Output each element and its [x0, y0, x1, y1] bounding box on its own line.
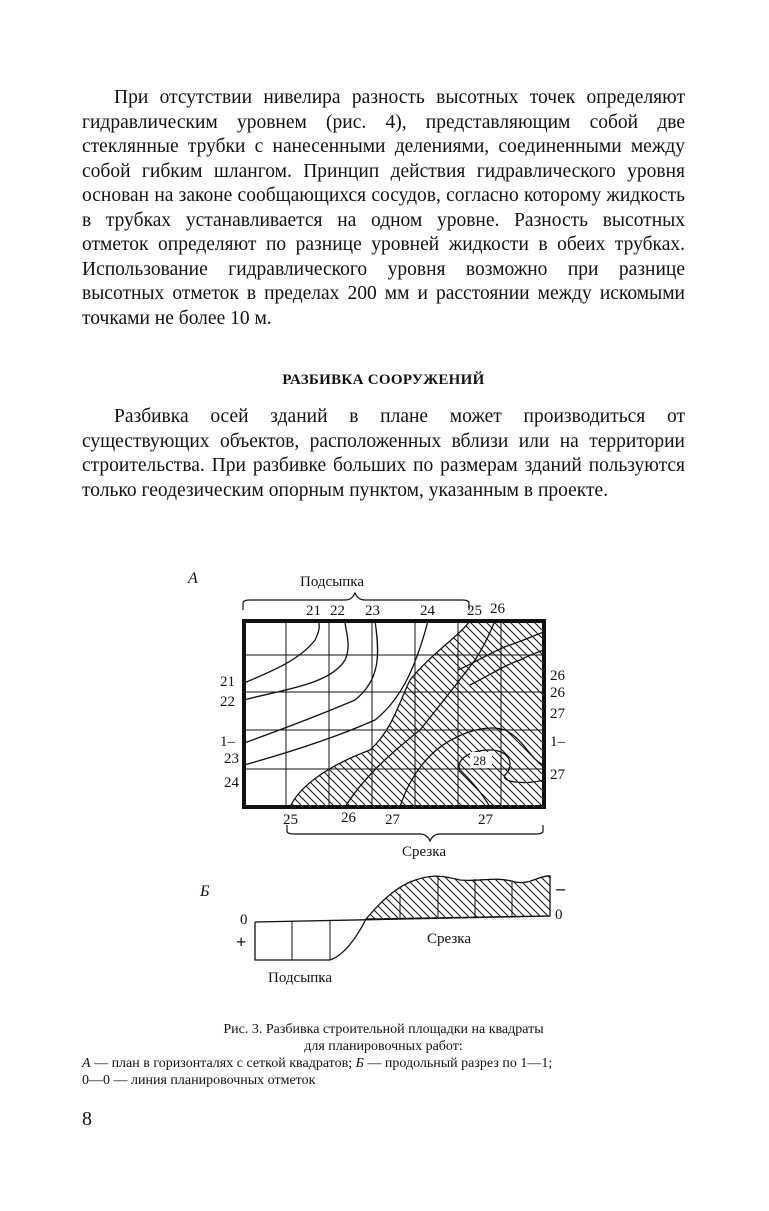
bottom-contour-label: 27: [478, 812, 493, 828]
caption-legend-b: — продольный разрез по 1—1;: [363, 1056, 553, 1071]
caption-legend-a: — план в горизонталях с сеткой квадратов;: [90, 1056, 356, 1071]
top-contour-label: 22: [330, 603, 345, 619]
top-contour-label: 25: [467, 603, 482, 619]
caption-legend-c: 0—0 — линия планировочных отметок: [82, 1073, 316, 1088]
fill-brace-top: [243, 593, 469, 610]
caption-legend-b-letter: Б: [355, 1056, 364, 1071]
bottom-contour-label: 26: [341, 810, 356, 826]
caption-title-line1: Рис. 3. Разбивка строительной площадки на квадраты: [223, 1022, 544, 1037]
cut-label-bottom: Срезка: [402, 844, 446, 860]
left-contour-label: 22: [220, 694, 235, 710]
top-contour-label: 26: [490, 601, 505, 617]
fill-label-top: Подсыпка: [300, 574, 365, 590]
page-number: 8: [82, 1108, 92, 1130]
section-zero-right: 0: [555, 907, 563, 923]
section-minus: –: [556, 878, 565, 898]
section-heading: РАЗБИВКА СООРУЖЕНИЙ: [282, 372, 485, 388]
bottom-contour-label: 25: [283, 812, 298, 828]
section-label: Б: [200, 883, 210, 900]
left-contour-label: 1–: [220, 734, 235, 750]
paragraph-building-layout: Разбивка осей зданий в плане может производиться от существующих объектов, расположенных вблизи или на территории строительства. При разбивке больших по размерам зданий пользуются только геодезическим опорным пунктом, указанным в проекте.: [82, 406, 685, 501]
top-contour-label: 24: [420, 603, 435, 619]
right-contour-label: 1–: [550, 734, 565, 750]
right-contour-label: 27: [550, 706, 565, 722]
paragraph-hydraulic-level: При отсутствии нивелира разность высотных точек определяют гидравлическим уровнем (рис. 4), представляющим собой две стеклянные трубки с нанесенными делениями, соединенными между собой гибким шлангом. Принцип действия гидравлического уровня основан на законе сообщающихся сосудов, согласно которому жидкость в трубках устанавливается на одном уровне. Разность высотных отметок определяют по разнице уровней жидкости в обеих трубках. Использование гидравлического уровня возможно при разнице высотных отметок в пределах 200 мм и расстоянии между искомыми точками не более 10 м.: [82, 87, 685, 329]
top-contour-labels: [306, 601, 506, 619]
section-plus: +: [236, 932, 247, 952]
bottom-contour-label: 27: [385, 812, 400, 828]
top-contour-label: 23: [365, 603, 380, 619]
cut-brace-bottom: [287, 825, 543, 841]
left-contour-label: 23: [224, 751, 239, 767]
left-contour-label: 24: [224, 775, 239, 791]
section-zero-left: 0: [240, 912, 248, 928]
section-profile: [255, 876, 550, 960]
top-contour-label: 21: [306, 603, 321, 619]
figure-caption: [82, 1021, 685, 1089]
right-contour-label: 26: [550, 685, 565, 701]
left-contour-label: 21: [220, 674, 235, 690]
bottom-contour-labels: [283, 810, 494, 828]
caption-legend-ab: [82, 1055, 685, 1072]
right-contour-label: 27: [550, 767, 565, 783]
left-contour-labels: [220, 674, 240, 791]
section-cut-label: Срезка: [427, 931, 471, 947]
section-fill-label: Подсыпка: [268, 970, 333, 986]
right-contour-label: 26: [550, 668, 565, 684]
caption-legend-a-letter: А: [82, 1056, 91, 1071]
caption-title-line2: для планировочных работ:: [304, 1039, 463, 1054]
plan-label: А: [188, 570, 198, 587]
right-contour-labels: [550, 668, 566, 783]
figure-site-grid: [0, 560, 769, 1025]
peak-label: 28: [473, 753, 486, 768]
